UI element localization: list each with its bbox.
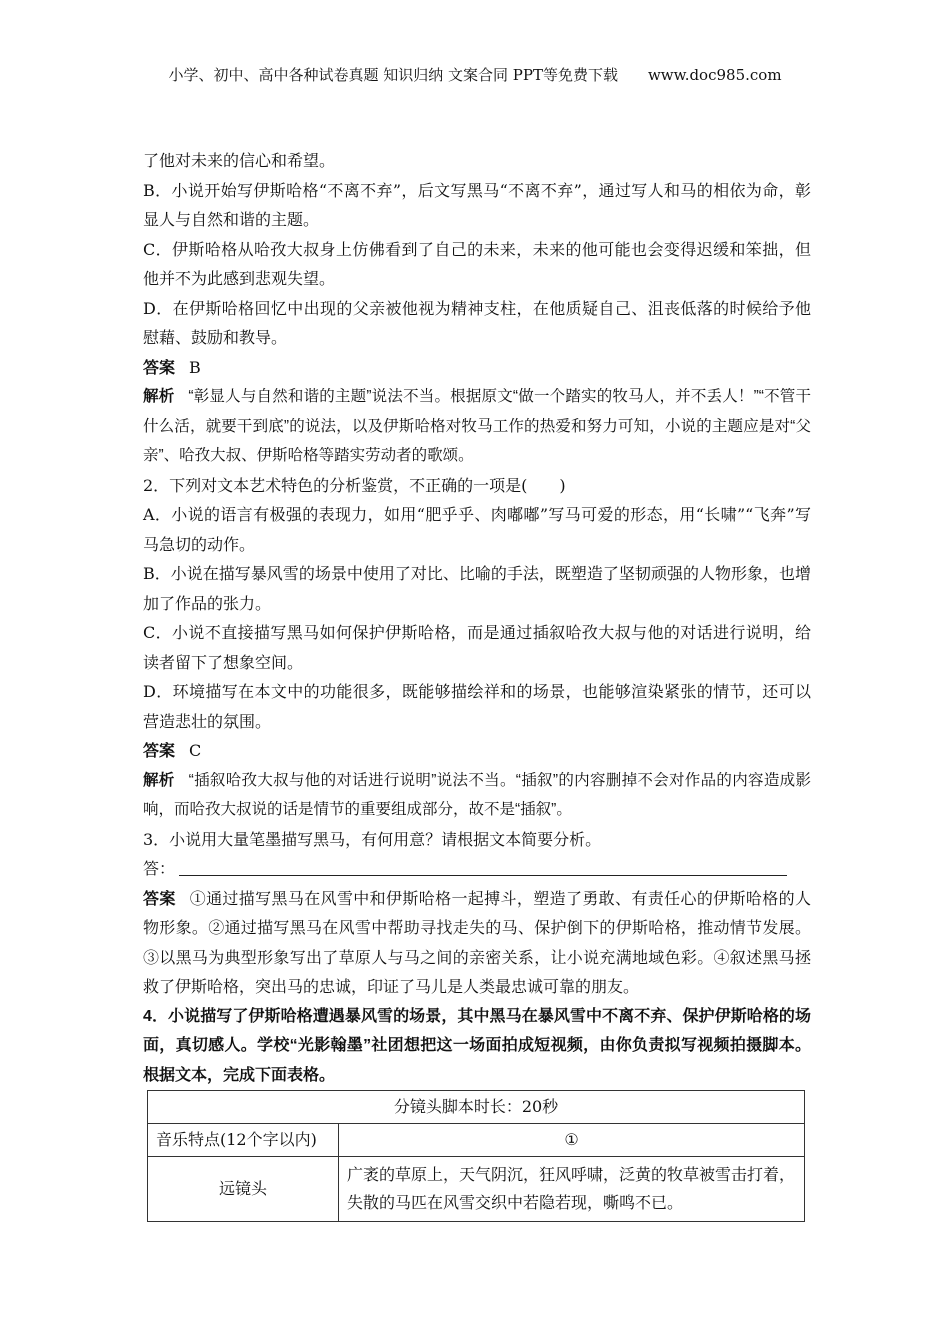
analysis-text: “插叙哈孜大叔与他的对话进行说明”说法不当。“插叙”的内容删掉不会对作品的内容造成影响，而哈孜大叔说的话是情节的重要组成部分，故不是“插叙”。: [143, 771, 811, 818]
q2-option-c: C．小说不直接描写黑马如何保护伊斯哈格，而是通过插叙哈孜大叔与他的对话进行说明，给读者留下了想象空间。: [143, 623, 811, 672]
answer-label: 答案: [143, 741, 176, 760]
document-body: [143, 146, 811, 1090]
music-label-cell: 音乐特点(12个字以内): [148, 1124, 339, 1157]
answer-label: 答案: [143, 888, 176, 908]
q1-option-c: C．伊斯哈格从哈孜大叔身上仿佛看到了自己的未来，未来的他可能也会变得迟缓和笨拙，但他并不为此感到悲观失望。: [143, 239, 811, 288]
q3-answer: [143, 884, 811, 1002]
shot-label-cell: 远镜头: [148, 1157, 339, 1222]
q1-answer: [143, 353, 811, 383]
q2-answer: [143, 736, 811, 766]
q3-question: 3．小说用大量笔墨描写黑马，有何用意？请根据文本简要分析。: [143, 829, 602, 849]
answer-prompt: 答：: [143, 859, 176, 878]
answer-value: C: [189, 741, 202, 760]
shot-text-cell: 广袤的草原上，天气阴沉，狂风呼啸，泛黄的牧草被雪击打着，失散的马匹在风雪交织中若隐若现，嘶鸣不已。: [339, 1157, 805, 1222]
storyboard-table: [147, 1090, 805, 1222]
table-title: 分镜头脚本时长：20秒: [148, 1091, 805, 1124]
analysis-text: “彰显人与自然和谐的主题”说法不当。根据原文“做一个踏实的牧马人，并不丢人！”“不管干什么活，就要干到底”的说法，以及伊斯哈格对牧马工作的热爱和努力可知，小说的主题应是对“父亲”、哈孜大叔、伊斯哈格等踏实劳动者的歌颂。: [143, 388, 811, 464]
q1-option-b: B．小说开始写伊斯哈格“不离不弃”，后文写黑马“不离不弃”，通过写人和马的相依为命，彰显人与自然和谐的主题。: [143, 180, 811, 229]
answer-underline: [179, 874, 787, 876]
answer-text: ①通过描写黑马在风雪中和伊斯哈格一起搏斗，塑造了勇敢、有责任心的伊斯哈格的人物形象。②通过描写黑马在风雪中帮助寻找走失的马、保护倒下的伊斯哈格，推动情节发展。③以黑马为典型形象写出了草原人与马之间的亲密关系，让小说充满地域色彩。④叙述黑马拯救了伊斯哈格，突出马的忠诚，印证了马儿是人类最忠诚可靠的朋友。: [143, 888, 811, 996]
answer-value: B: [189, 357, 201, 377]
q2-question: 2．下列对文本艺术特色的分析鉴赏，不正确的一项是( ): [143, 475, 566, 495]
q3-answer-blank: [143, 854, 811, 884]
q2-option-b: B．小说在描写暴风雪的场景中使用了对比、比喻的手法，既塑造了坚韧顽强的人物形象，也增加了作品的张力。: [143, 564, 811, 613]
analysis-label: 解析: [143, 771, 175, 789]
table-row: [148, 1091, 805, 1124]
answer-label: 答案: [143, 357, 176, 377]
music-value-cell: ①: [339, 1124, 805, 1157]
page-header: 小学、初中、高中各种试卷真题 知识归纳 文案合同 PPT等免费下载 www.doc985.com: [168, 66, 782, 84]
q2-option-a: A．小说的语言有极强的表现力，如用“肥乎乎、肉嘟嘟”写马可爱的形态，用“长啸”“飞奔”写马急切的动作。: [143, 505, 811, 554]
table-row: [148, 1157, 805, 1222]
q4-question: 4．小说描写了伊斯哈格遭遇暴风雪的场景，其中黑马在暴风雪中不离不弃、保护伊斯哈格的场面，真切感人。学校“光影翰墨”社团想把这一场面拍成短视频，由你负责拟写视频拍摄脚本。根据文本，完成下面表格。: [143, 1007, 811, 1084]
q2-analysis: [143, 766, 811, 825]
q2-option-d: D．环境描写在本文中的功能很多，既能够描绘祥和的场景，也能够渲染紧张的情节，还可以营造悲壮的氛围。: [143, 682, 811, 731]
table-row: [148, 1124, 805, 1157]
q1-option-d: D．在伊斯哈格回忆中出现的父亲被他视为精神支柱，在他质疑自己、沮丧低落的时候给予他慰藉、鼓励和教导。: [143, 298, 811, 347]
analysis-label: 解析: [143, 388, 175, 405]
intro-line: 了他对未来的信心和希望。: [143, 151, 336, 170]
q1-analysis: [143, 382, 811, 471]
